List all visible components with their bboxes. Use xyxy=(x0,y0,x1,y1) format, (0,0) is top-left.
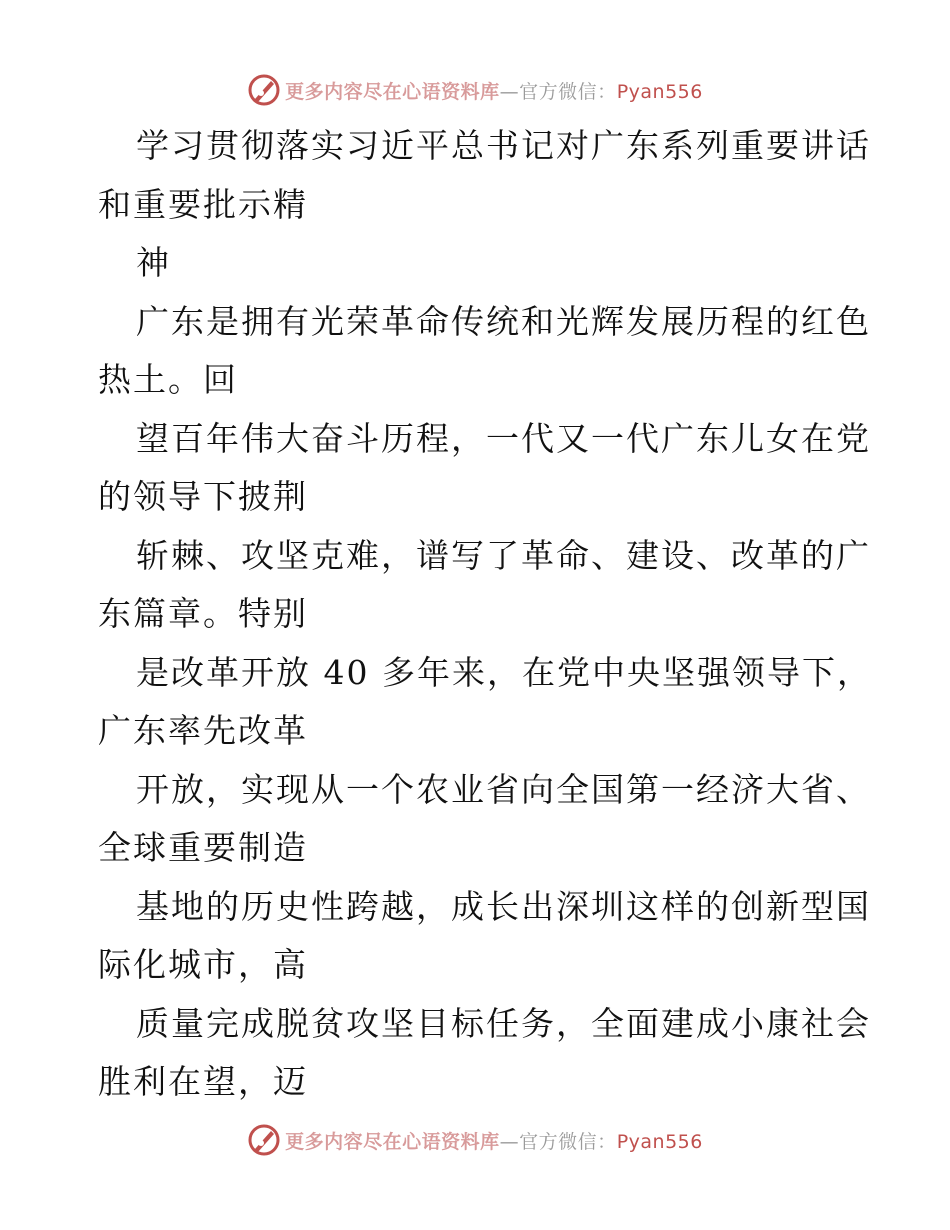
watermark-text xyxy=(285,77,703,104)
header-watermark xyxy=(0,72,950,108)
text-line: 斩棘、攻坚克难，谱写了革命、建设、改革的广 xyxy=(136,535,871,575)
text-line: 质量完成脱贫攻坚目标任务，全面建成小康社会 xyxy=(136,1003,871,1043)
text-line: 全球重要制造 xyxy=(98,828,308,867)
text-line: 胜利在望，迈 xyxy=(98,1062,308,1101)
watermark-text xyxy=(285,1127,703,1154)
watermark-brand: 更多内容尽在心语资料库 xyxy=(285,80,500,103)
watermark-brand: 更多内容尽在心语资料库 xyxy=(285,1130,500,1153)
text-line: 神 xyxy=(136,243,171,282)
watermark-separator: — xyxy=(499,1130,520,1153)
text-line: 望百年伟大奋斗历程，一代又一代广东儿女在党 xyxy=(136,418,871,458)
watermark-label: 官方微信： xyxy=(519,80,617,103)
text-line: 热土。回 xyxy=(98,360,238,399)
text-line: 基地的历史性跨越，成长出深圳这样的创新型国 xyxy=(136,886,871,926)
watermark-label: 官方微信： xyxy=(519,1130,617,1153)
watermark-wechat-id: Pyan556 xyxy=(616,80,703,103)
text-line: 广东是拥有光荣革命传统和光辉发展历程的红色 xyxy=(136,301,871,341)
text-line: 东篇章。特别 xyxy=(98,594,308,633)
text-line: 和重要批示精 xyxy=(98,184,308,224)
text-line: 学习贯彻落实习近平总书记对广东系列重要讲话 xyxy=(136,126,871,165)
pen-logo-icon xyxy=(247,1123,281,1157)
text-line: 是改革开放 40 多年来，在党中央坚强领导下， xyxy=(136,652,872,692)
text-line: 开放，实现从一个农业省向全国第一经济大省、 xyxy=(136,769,871,809)
text-line: 广东率先改革 xyxy=(98,711,308,750)
footer-watermark xyxy=(0,1122,950,1158)
text-line: 的领导下披荆 xyxy=(98,477,308,516)
document-body xyxy=(98,117,872,1112)
pen-logo-icon xyxy=(247,73,281,107)
watermark-wechat-id: Pyan556 xyxy=(616,1130,703,1153)
watermark-separator: — xyxy=(499,80,520,103)
text-line: 际化城市，高 xyxy=(98,945,308,984)
